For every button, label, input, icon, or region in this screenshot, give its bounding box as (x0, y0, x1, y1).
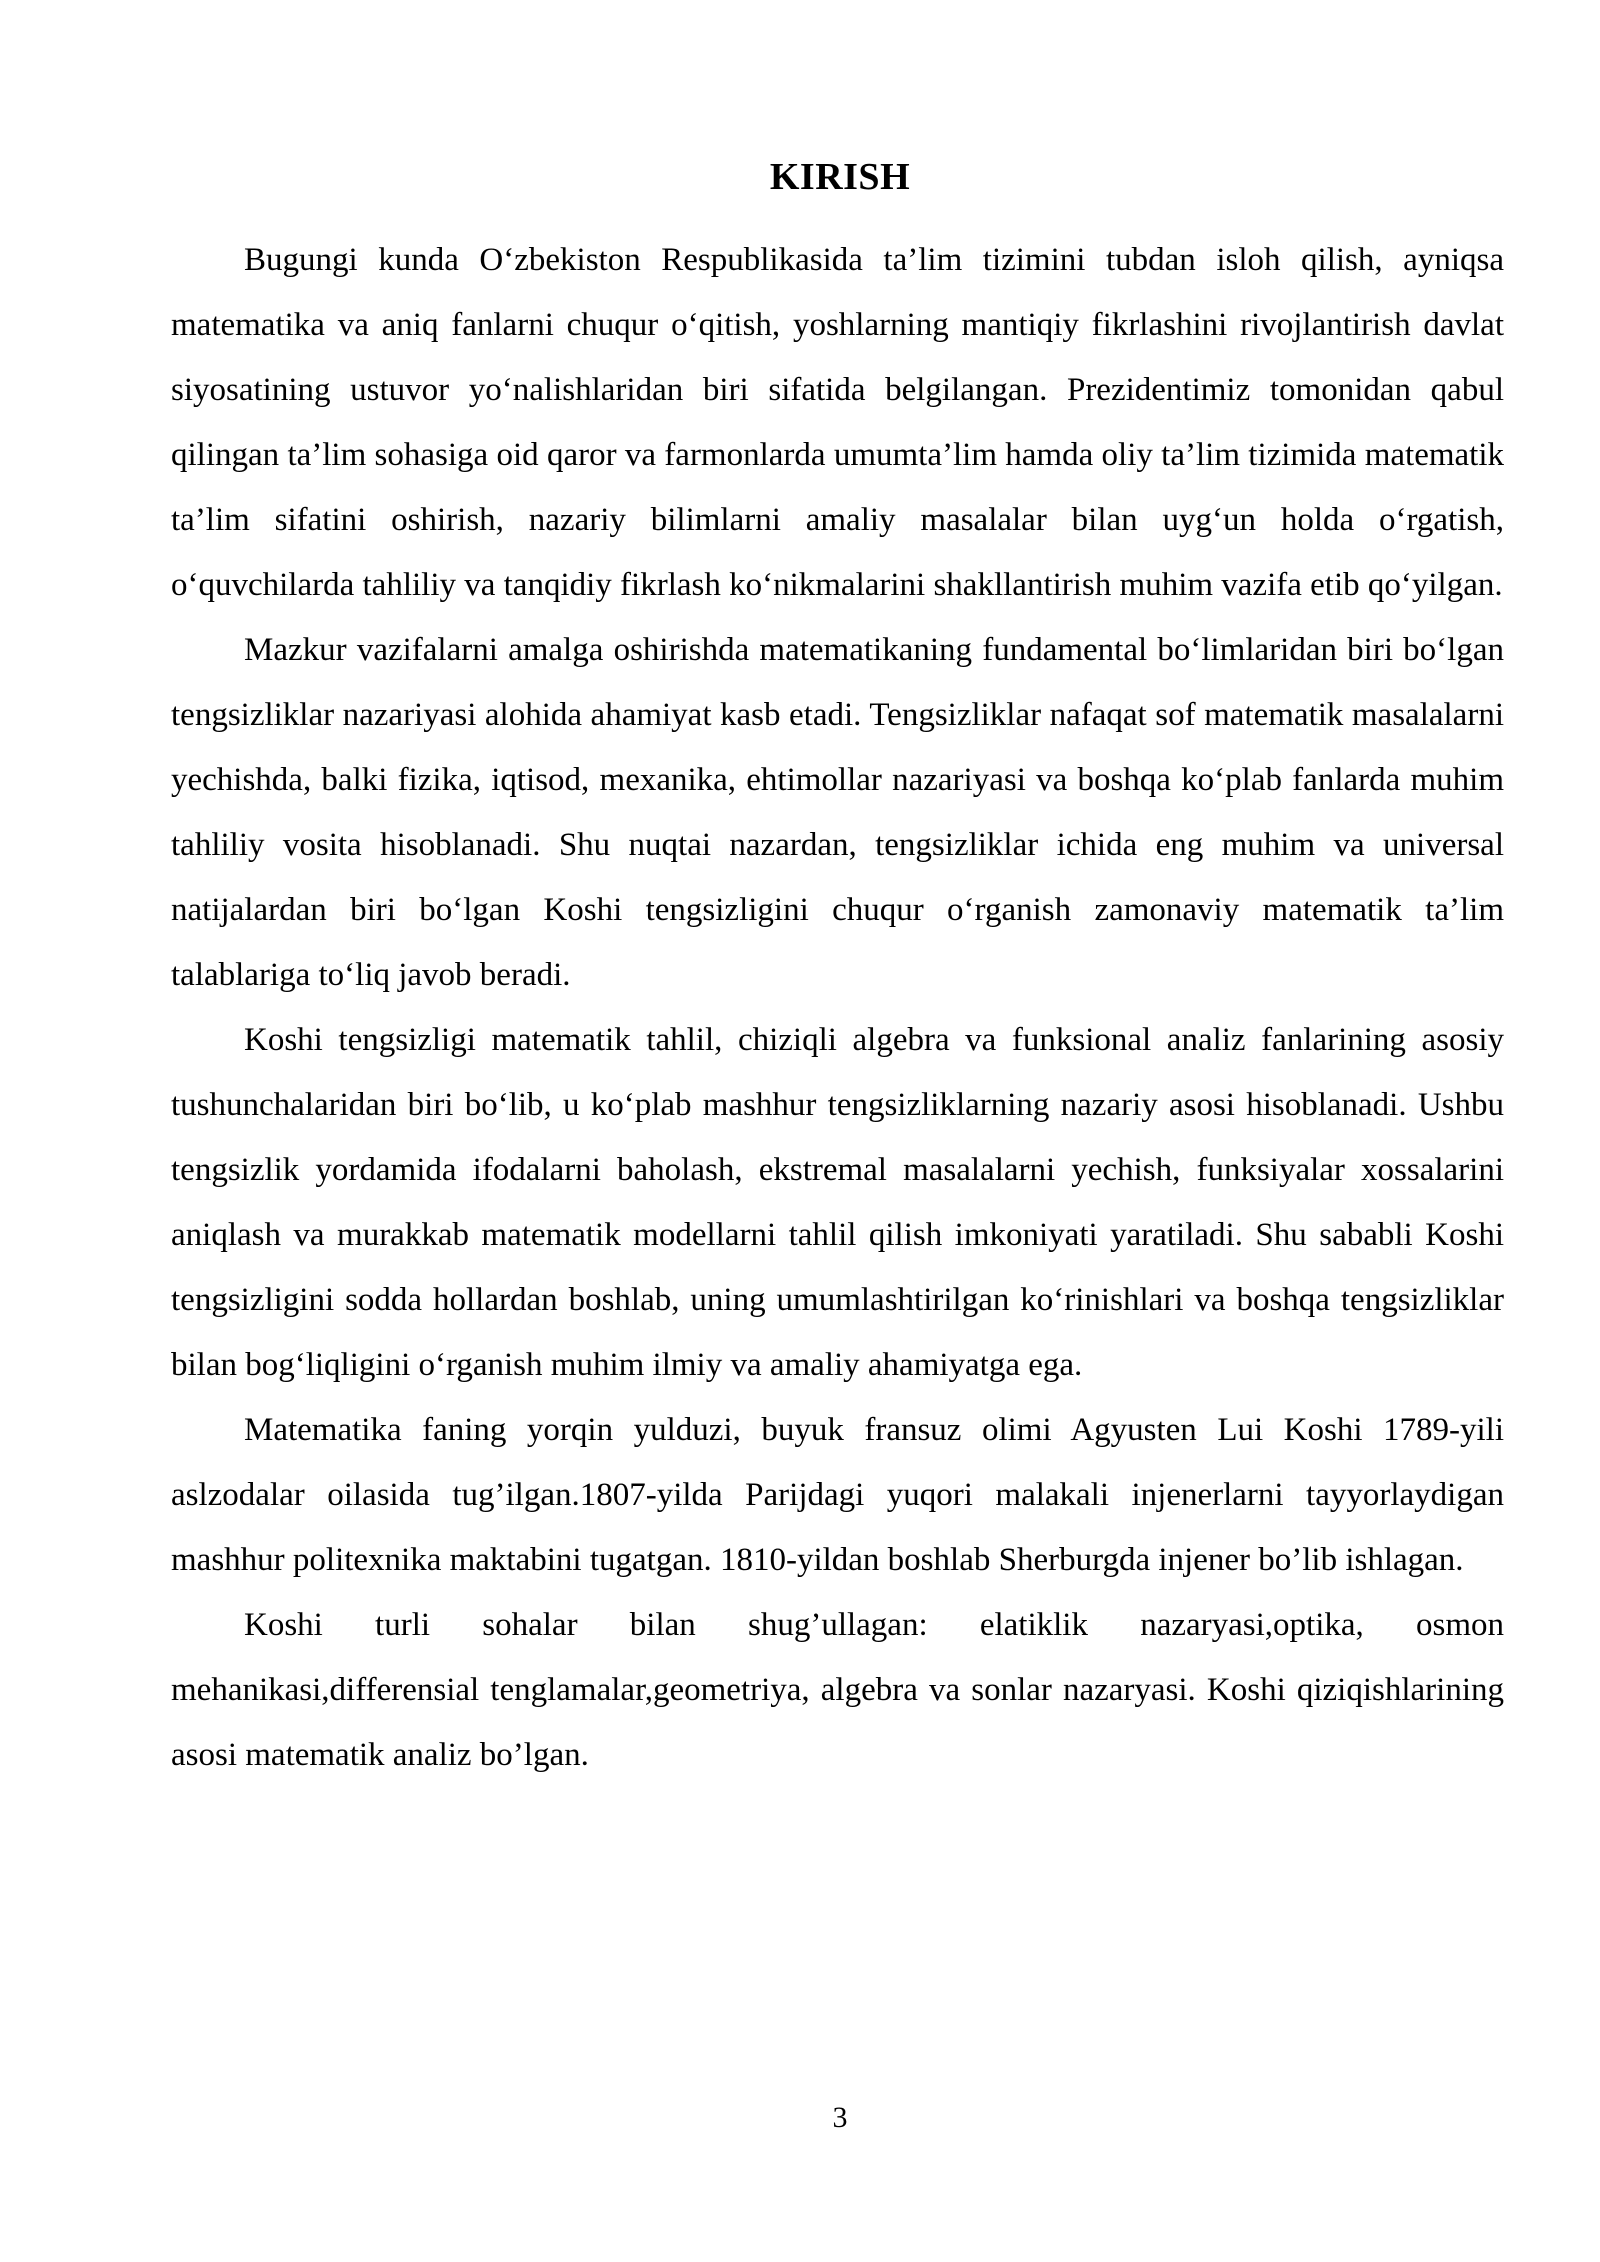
body-text (171, 228, 1504, 1788)
page-number: 3 (832, 2101, 848, 2134)
paragraph-2: Mazkur vazifalarni amalga oshirishda matematikaning fundamental bo‘limlaridan biri bo‘lgan tengsizliklar nazariyasi alohida ahamiyat kasb etadi. Tengsizliklar nafaqat sof matematik masalalarni yechishda, balki fizika, iqtisod, mexanika, ehtimollar nazariyasi va boshqa ko‘plab fanlarda muhim tahliliy vosita hisoblanadi. Shu nuqtai nazardan, tengsizliklar ichida eng muhim va universal natijalardan biri bo‘lgan Koshi tengsizligini chuqur o‘rganish zamonaviy matematik ta’lim talablariga to‘liq javob beradi. (171, 632, 1504, 993)
paragraph-5: Koshi turli sohalar bilan shug’ullagan: elatiklik nazaryasi,optika, osmon mehanikasi,differensial tenglamalar,geometriya, algebra va sonlar nazaryasi. Koshi qiziqishlarining asosi matematik analiz bo’lgan. (171, 1607, 1504, 1773)
paragraph-4: Matematika faning yorqin yulduzi, buyuk fransuz olimi Agyusten Lui Koshi 1789-yili aslzodalar oilasida tug’ilgan.1807-yilda Parijdagi yuqori malakali injenerlarni tayyorlaydigan mashhur politexnika maktabini tugatgan. 1810-yildan boshlab Sherburgda injener bo’lib ishlagan. (171, 1412, 1504, 1578)
paragraph-3: Koshi tengsizligi matematik tahlil, chiziqli algebra va funksional analiz fanlarining asosiy tushunchalaridan biri bo‘lib, u ko‘plab mashhur tengsizliklarning nazariy asosi hisoblanadi. Ushbu tengsizlik yordamida ifodalarni baholash, ekstremal masalalarni yechish, funksiyalar xossalarini aniqlash va murakkab matematik modellarni tahlil qilish imkoniyati yaratiladi. Shu sababli Koshi tengsizligini sodda hollardan boshlab, uning umumlashtirilgan ko‘rinishlari va boshqa tengsizliklar bilan bog‘liqligini o‘rganish muhim ilmiy va amaliy ahamiyatga ega. (171, 1022, 1504, 1383)
page-title: KIRISH (769, 156, 911, 198)
paragraph-1: Bugungi kunda O‘zbekiston Respublikasida ta’lim tizimini tubdan isloh qilish, ayniqsa matematika va aniq fanlarni chuqur o‘qitish, yoshlarning mantiqiy fikrlashini rivojlantirish davlat siyosatining ustuvor yo‘nalishlaridan biri sifatida belgilangan. Prezidentimiz tomonidan qabul qilingan ta’lim sohasiga oid qaror va farmonlarda umumta’lim hamda oliy ta’lim tizimida matematik ta’lim sifatini oshirish, nazariy bilimlarni amaliy masalalar bilan uyg‘un holda o‘rgatish, o‘quvchilarda tahliliy va tanqidiy fikrlash ko‘nikmalarini shakllantirish muhim vazifa etib qo‘yilgan. (171, 242, 1504, 603)
